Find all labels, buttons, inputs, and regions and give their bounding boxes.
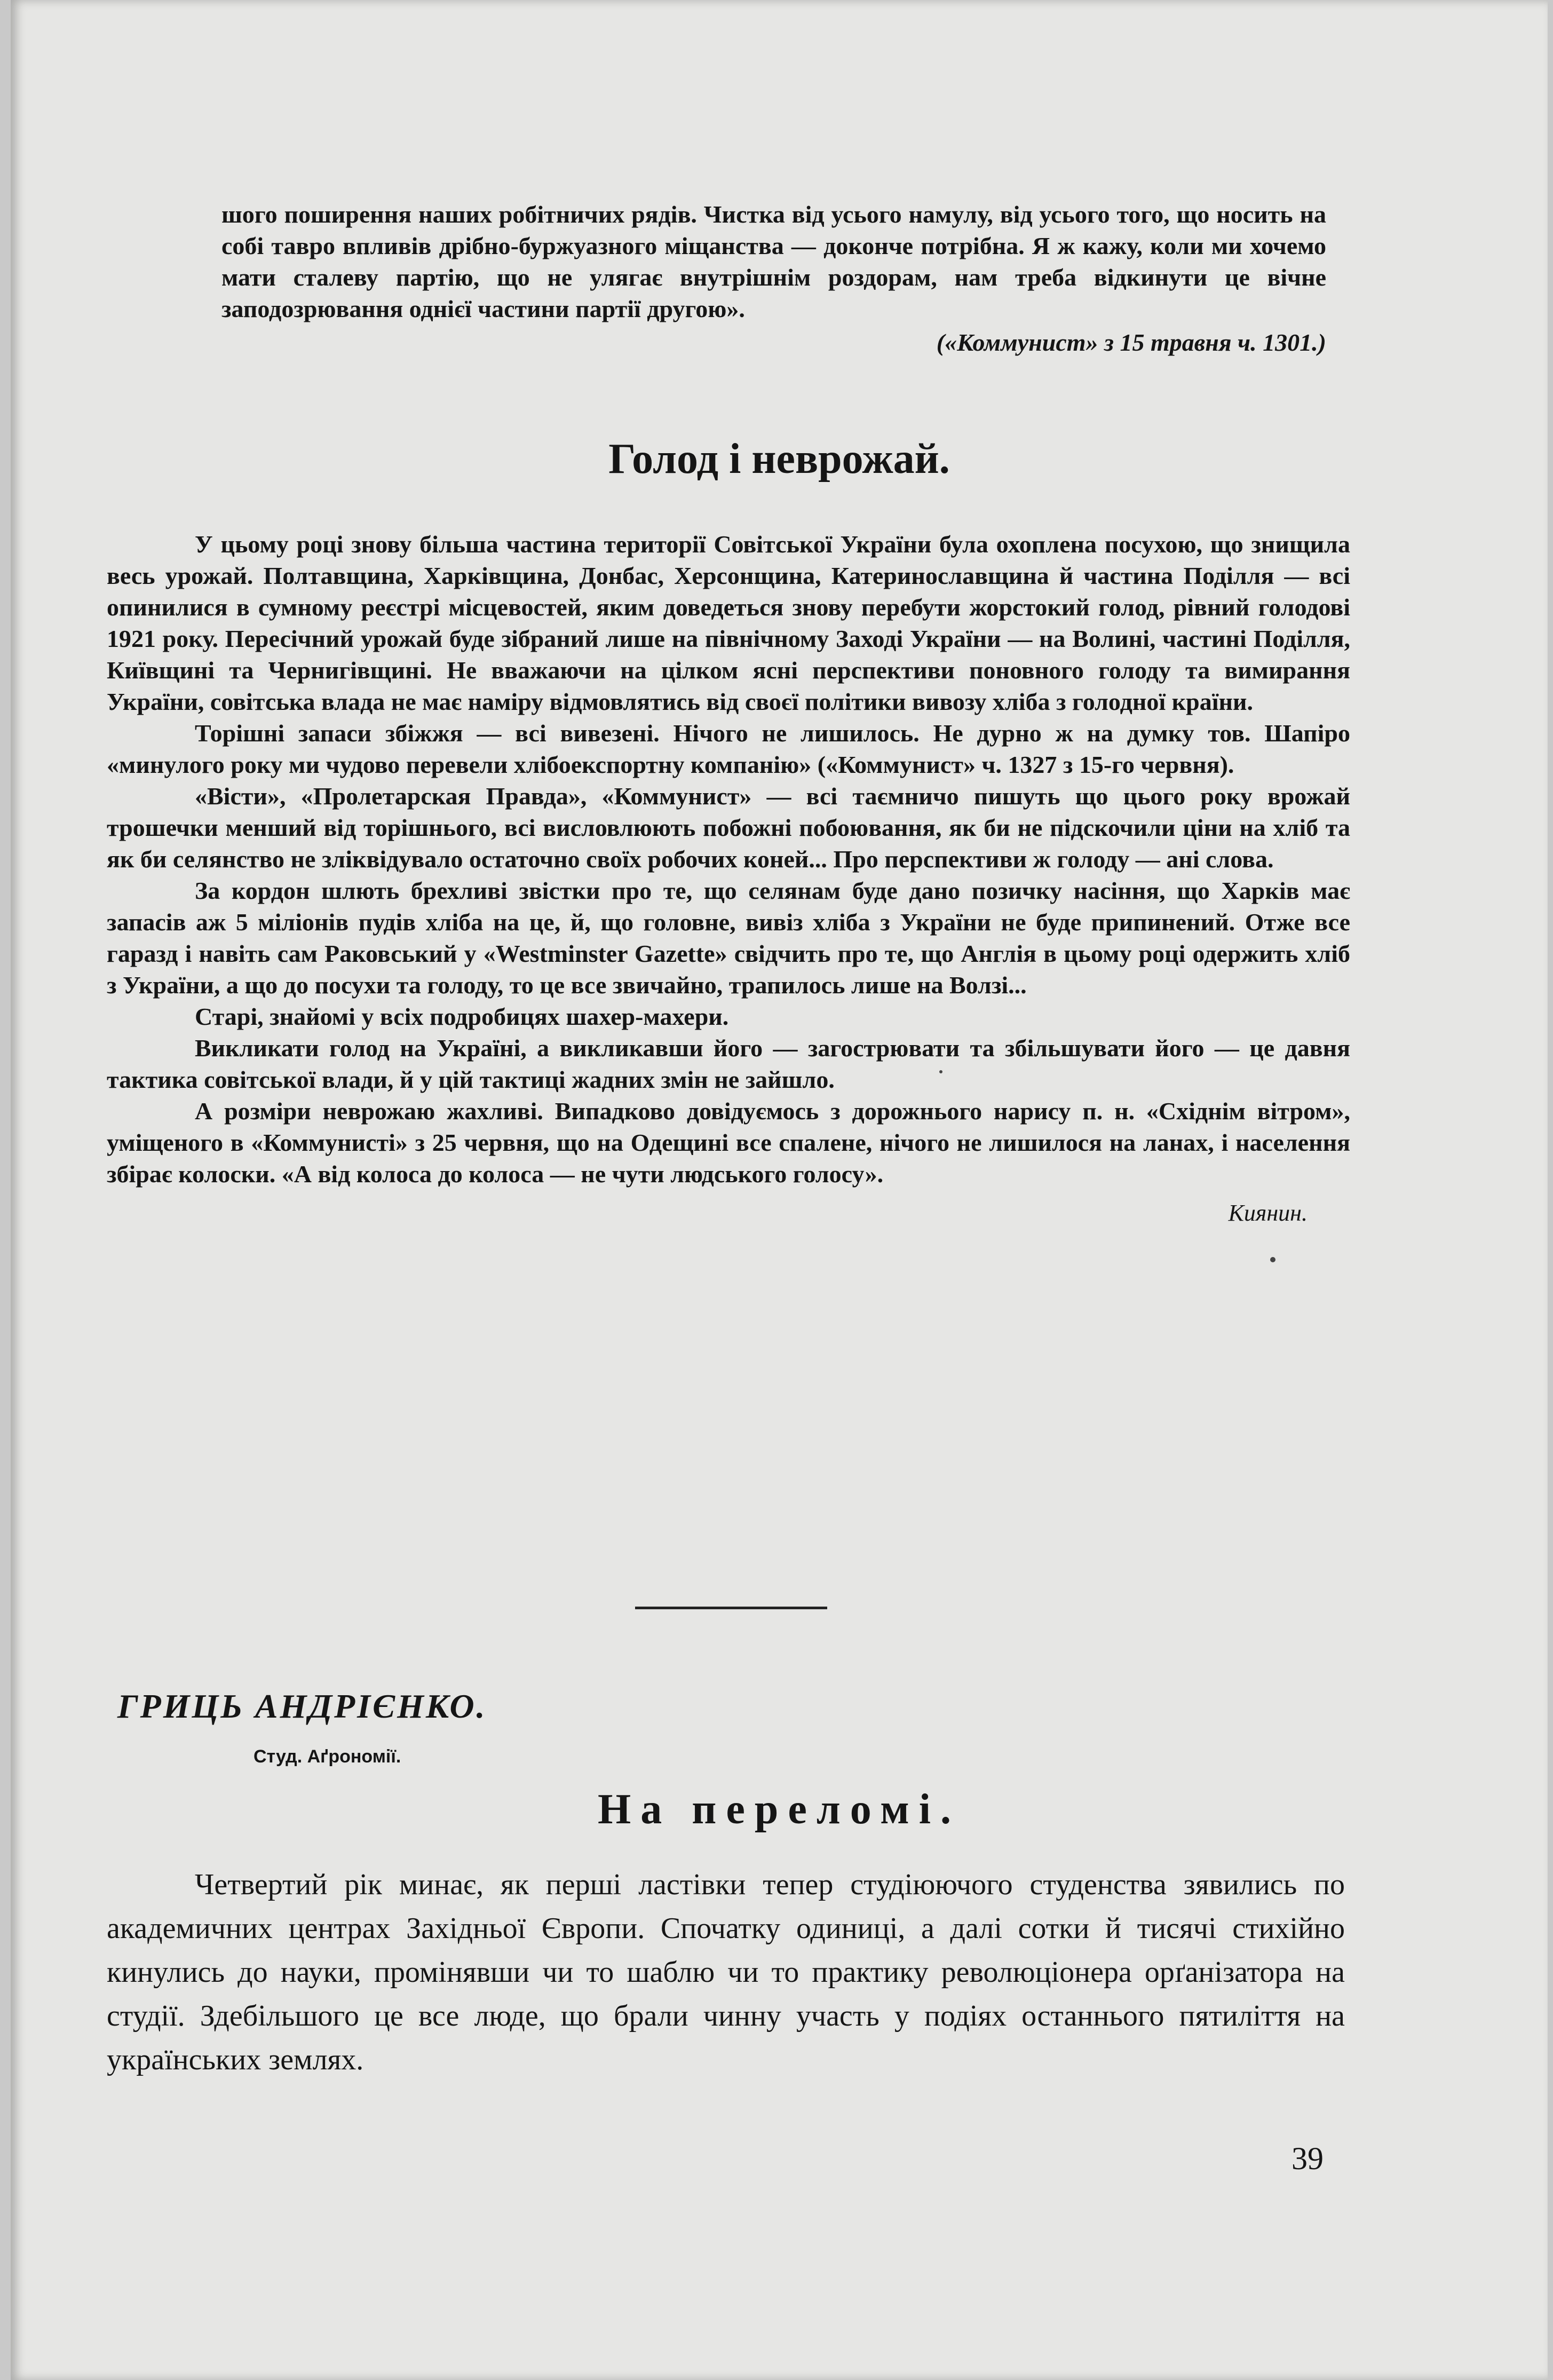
article1-body [107,528,1350,1227]
article1-paragraph-2: Торішні запаси збіжжя — всі вивезені. Нічого не лишилось. Не дурно ж на думку тов. Шапіро «минулого року ми чудово перевели хлібоекспортну компанію» («Коммунист» ч. 1327 з 15-го червня). [107,719,1350,778]
continuation-block [221,199,1326,358]
article1-paragraph-4: За кордон шлють брехливі звістки про те, що селянам буде дано позичку насіння, що Харків має запасів аж 5 міліонів пудів хліба на це, й, що головне, вивіз хліба з України не буде припинений. Отже все гаразд і навіть сам Раковський у «Westminster Gazette» свідчить про те, що Англія в цьому році одержить хліб з України, а що до посухи та голоду, то це все звичайно, трапилось лише на Волзі... [107,877,1350,999]
article2-affiliation: Студ. Аґрономії. [253,1746,401,1767]
section-divider [635,1607,827,1609]
article1-title-wrap [11,435,1548,484]
page-number: 39 [1291,2141,1324,2176]
article1-paragraph-6: Викликати голод на Україні, а викликавши його — загострювати та збільшувати його — це давня тактика совітської влади, й у цій тактиці жадних змін не зайшло. [107,1034,1350,1093]
article1-title: Голод і неврожай. [608,436,950,483]
article2-body [107,1863,1345,2082]
article2-author: ГРИЦЬ АНДРІЄНКО. [117,1687,487,1725]
article1-paragraph-1: У цьому році знову більша частина території Совітської України була охоплена посухою, що знищила весь урожай. Полтавщина, Харківщина, Донбас, Херсонщина, Катеринославщина й частина Поділля — всі опинилися в сумному реєстрі місцевостей, яким доведеться знову перебути жорстокий голод, рівний голодові 1921 року. Пересічний урожай буде зібраний лише на північному Заході України — на Волині, частині Поділля, Київщині та Чернигівщині. Не вважаючи на цілком ясні перспективи поновного голоду та вимирання України, совітська влада не має наміру відмовлятись від своєї політики вивозу хліба з голодної країни. [107,531,1350,715]
speck-mark [1270,1257,1275,1262]
speck-mark [939,1070,942,1073]
continuation-text: шого поширення наших робітничих рядів. Чистка від усього намулу, від усього того, що носить на собі тавро впливів дрібно-буржуазного міщанства — доконче потрібна. Я ж кажу, коли ми хочемо мати сталеву партію, що не улягає внутрішнім роздорам, нам треба відкинути це вічне заподозрювання однієї частини партії другою». [221,201,1326,322]
source-citation: («Коммунист» з 15 травня ч. 1301.) [936,329,1326,356]
article1-paragraph-5: Старі, знайомі у всіх подробицях шахер-махери. [195,1003,729,1030]
article1-paragraph-7: А розміри неврожаю жахливі. Випадково довідуємось з дорожнього нарису п. н. «Східнім вітром», уміщеного в «Коммунисті» з 25 червня, що на Одещині все спалене, нічого не лишилося на ланах, і населення збірає колоски. «А від колоса до колоса — не чути людського голосу». [107,1097,1350,1188]
article1-signature: Киянин. [1228,1200,1308,1226]
article2-paragraph: Четвертий рік минає, як перші ластівки тепер студіюючого студенства зявились по академичних центрах Західньої Європи. Спочатку одиниці, а далі сотки й тисячі стихійно кинулись до науки, промінявши чи то шаблю чи то практику революціонера орґанізатора на студії. Здебільшого це все люде, що брали чинну участь у подіях останнього пятиліття на українських землях. [107,1868,1345,2076]
article1-paragraph-3: «Вісти», «Пролетарская Правда», «Коммунист» — всі таємничо пишуть що цього року врожай трошечки менший від торішнього, всі висловлюють побожні побоювання, як би не підскочили ціни на хліб та як би селянство не зліквідувало остаточно своїх робочих коней... Про перспективи ж голоду — ані слова. [107,782,1350,873]
document-page [11,0,1548,2380]
article2-title: На переломі. [598,1786,961,1833]
